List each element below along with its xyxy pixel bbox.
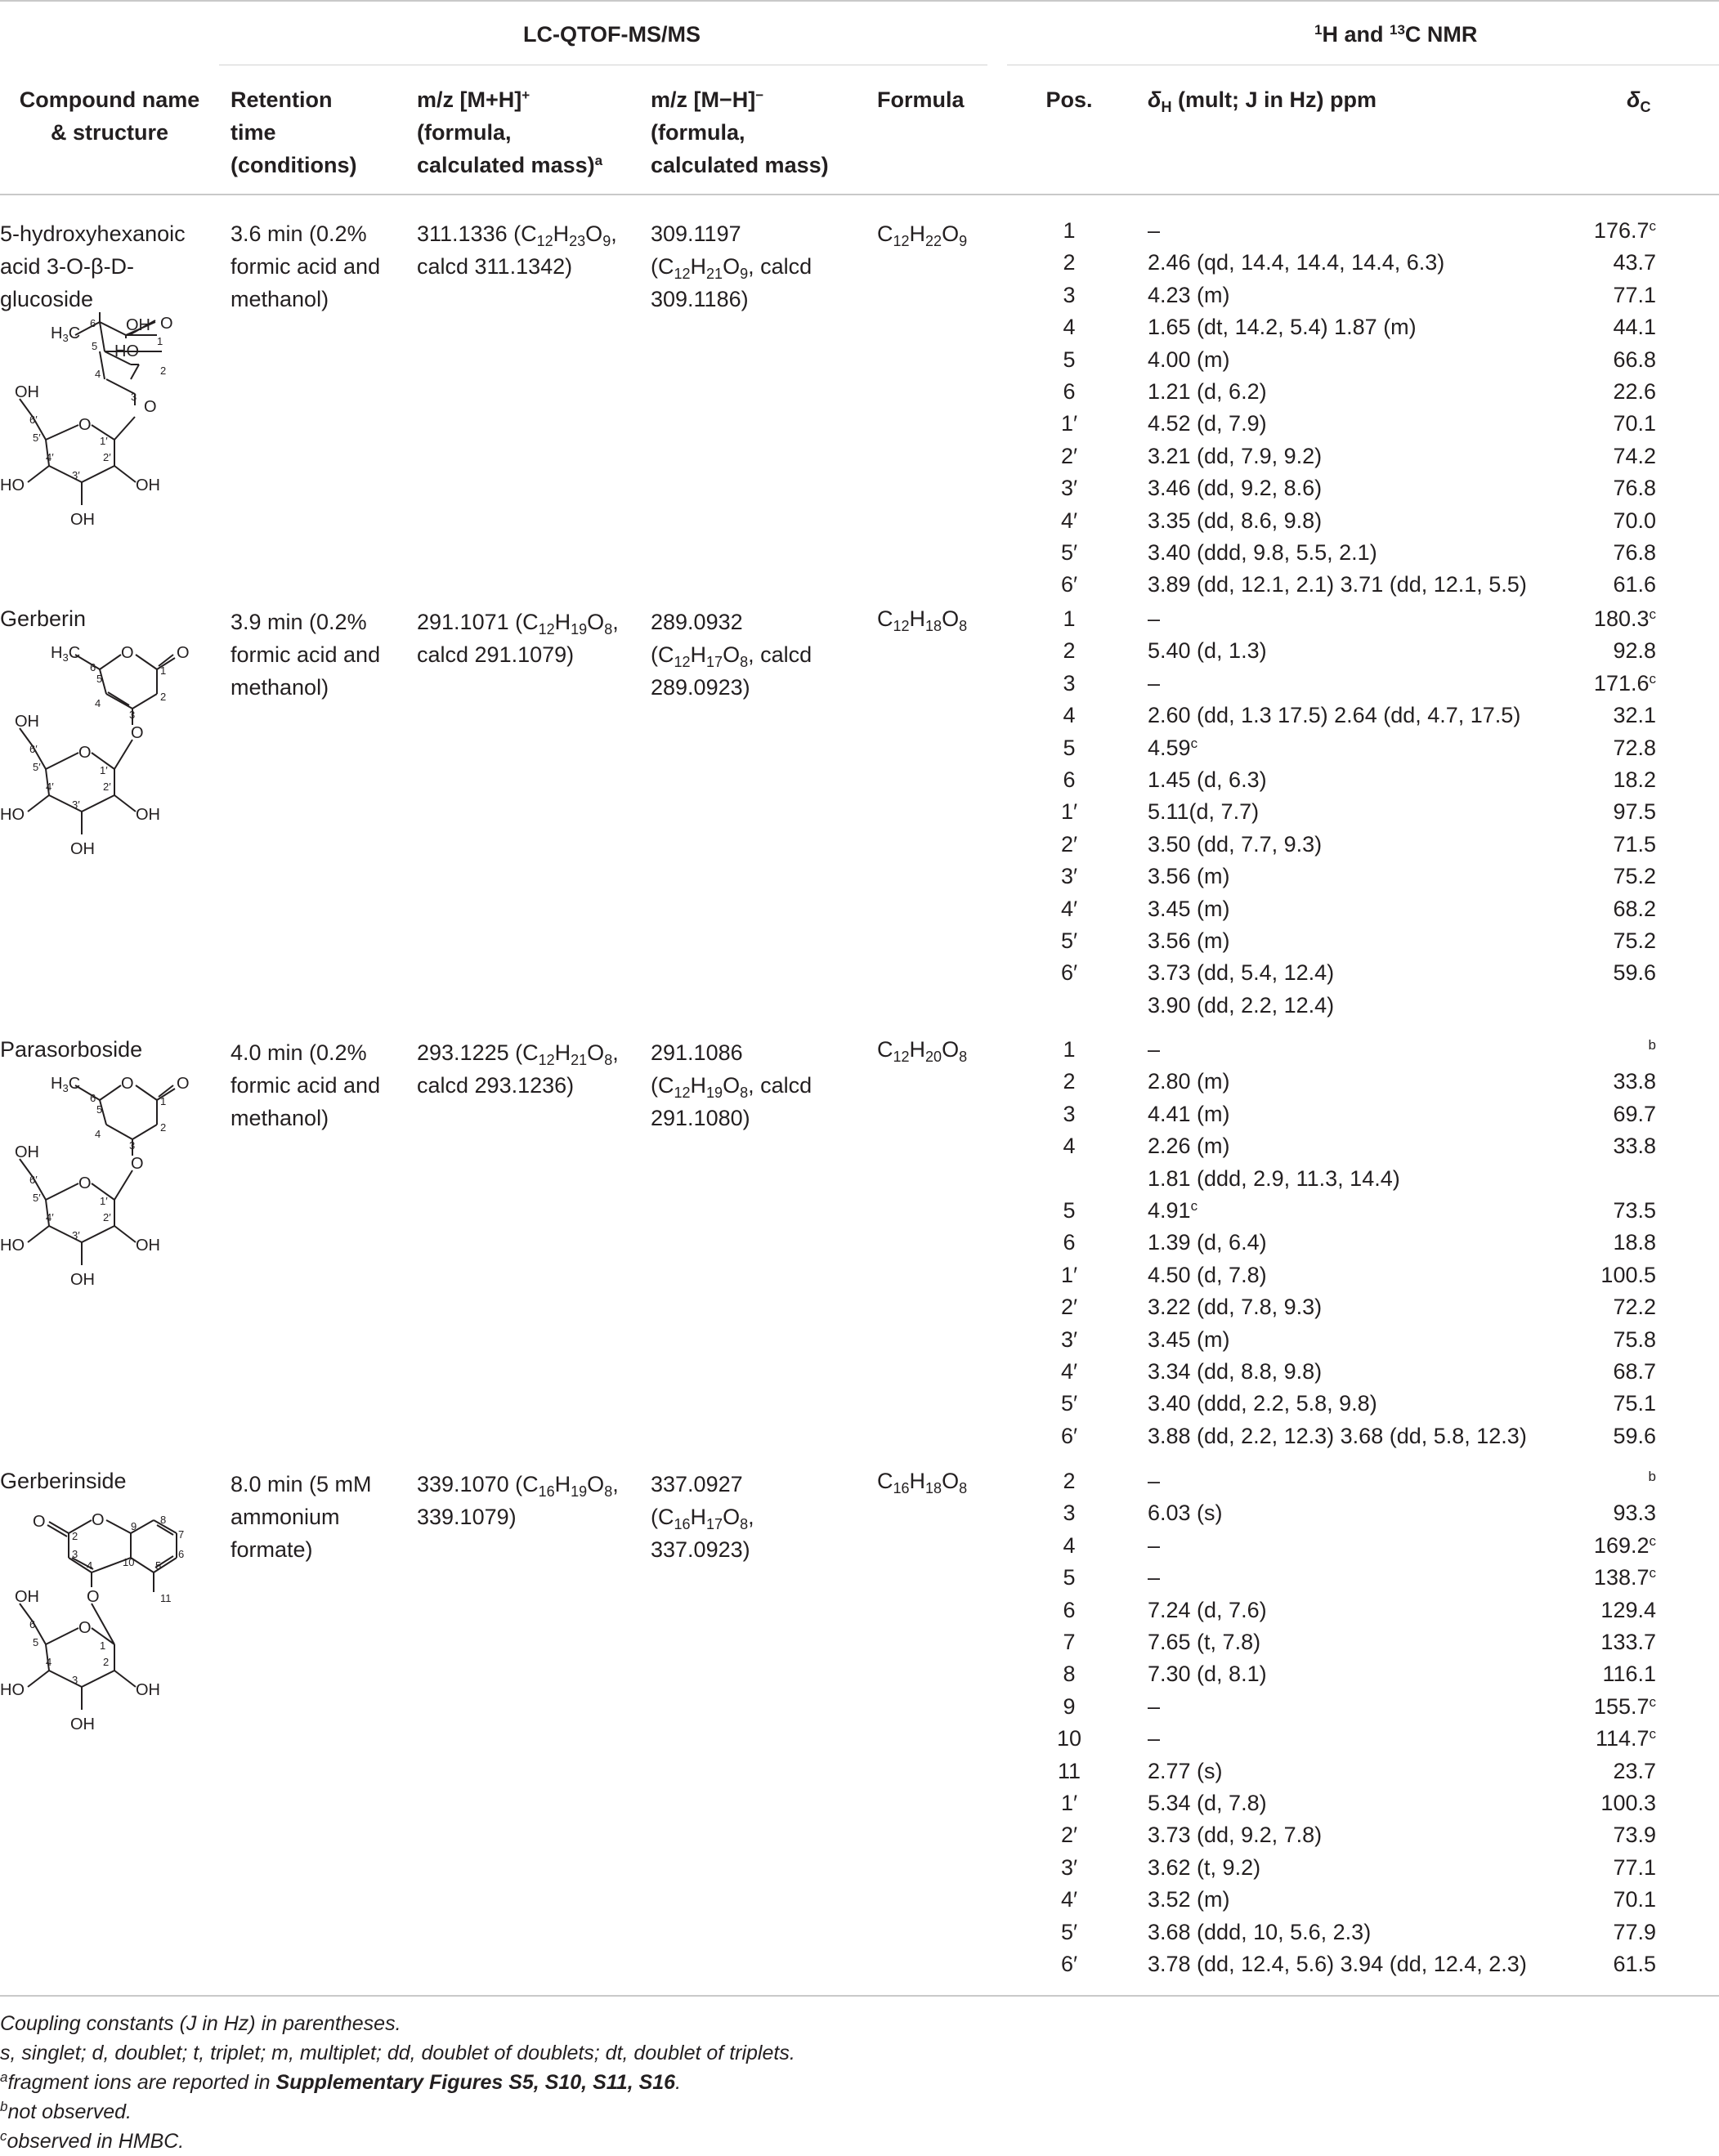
footnote-b: $^b$not observed. <box>0 2099 132 2123</box>
nmr-delta-c: 59.6 <box>1613 1424 1656 1448</box>
nmr-delta-c: 92.8 <box>1613 638 1656 663</box>
nmr-delta-c: 68.2 <box>1613 897 1656 921</box>
svg-text:HO: HO <box>0 476 25 494</box>
top-rule <box>0 0 1719 2</box>
nmr-delta-c: 100.3 <box>1600 1791 1656 1815</box>
nmr-position: 6′ <box>1060 1424 1078 1448</box>
nmr-delta-h: 3.34 (dd, 8.8, 9.8) <box>1148 1359 1323 1384</box>
col-header-mh: m/z [M+H]+ (formula, calculated mass)$^a$ <box>417 87 603 177</box>
col-header-delta-c: $\delta_C$ <box>1627 87 1651 115</box>
nmr-delta-c: 70.0 <box>1613 508 1656 533</box>
nmr-delta-c: 74.2 <box>1613 444 1656 468</box>
nmr-delta-h: – <box>1148 1533 1161 1558</box>
svg-text:8: 8 <box>160 1514 167 1526</box>
nmr-delta-c: 93.3 <box>1613 1501 1656 1525</box>
svg-text:O: O <box>144 398 157 416</box>
svg-text:OH: OH <box>70 511 95 529</box>
nmr-delta-c: 100.5 <box>1600 1263 1656 1287</box>
header-bottom-rule <box>0 194 1719 195</box>
nmr-delta-c: 76.8 <box>1613 476 1656 500</box>
nmr-delta-h: 4.41 (m) <box>1148 1102 1230 1126</box>
svg-text:O: O <box>121 1075 134 1093</box>
nmr-delta-h: – <box>1148 1694 1161 1719</box>
svg-text:1: 1 <box>160 1095 167 1107</box>
nmr-position: 6′ <box>1060 1952 1078 1976</box>
nmr-delta-c: 75.2 <box>1613 864 1656 888</box>
svg-text:5′: 5′ <box>33 1192 41 1204</box>
nmr-delta-h: 3.46 (dd, 9.2, 8.6) <box>1148 476 1323 500</box>
svg-text:6′: 6′ <box>29 743 38 755</box>
nmr-delta-c: 73.9 <box>1613 1823 1656 1847</box>
svg-text:2: 2 <box>160 691 167 703</box>
svg-text:O: O <box>160 315 173 333</box>
svg-text:1′: 1′ <box>100 1195 108 1207</box>
nmr-delta-h: 1.81 (ddd, 2.9, 11.3, 14.4) <box>1148 1166 1400 1191</box>
nmr-delta-c: 114.7$^c$ <box>1595 1726 1656 1751</box>
svg-text:HO: HO <box>114 342 139 360</box>
retention-time: 3.6 min (0.2% formic acid and methanol) <box>231 221 381 311</box>
svg-text:6: 6 <box>178 1548 185 1560</box>
svg-text:4: 4 <box>95 1128 101 1140</box>
mz-positive: 311.1336 ($C_{12}H_{23}O_9$, calcd 311.1342) <box>417 221 617 279</box>
nmr-position: 3 <box>1063 283 1076 307</box>
col-header-pos: Pos. <box>1045 87 1093 112</box>
nmr-delta-c: 171.6$^c$ <box>1593 671 1656 696</box>
nmr-delta-c: 77.1 <box>1613 283 1656 307</box>
svg-text:OH: OH <box>136 806 160 824</box>
col-header-formula: Formula <box>877 87 965 112</box>
mz-positive: 293.1225 ($C_{12}H_{21}O_8$, calcd 293.1236) <box>417 1040 619 1098</box>
svg-text:2′: 2′ <box>103 781 111 793</box>
svg-text:OH: OH <box>70 1271 95 1289</box>
nmr-delta-c: 155.7$^c$ <box>1593 1694 1656 1719</box>
svg-text:2: 2 <box>103 1656 110 1668</box>
nmr-delta-h: 5.34 (d, 7.8) <box>1148 1791 1267 1815</box>
nmr-delta-h: 2.77 (s) <box>1148 1759 1223 1783</box>
svg-text:OH: OH <box>126 316 150 334</box>
svg-text:O: O <box>78 416 92 434</box>
footnote-coupling: Coupling constants (J in Hz) in parentheses. <box>0 2012 401 2035</box>
nmr-delta-h: 3.78 (dd, 12.4, 5.6) 3.94 (dd, 12.4, 2.3) <box>1148 1952 1527 1976</box>
svg-text:5: 5 <box>92 340 98 352</box>
nmr-position: 4′ <box>1060 897 1078 921</box>
nmr-position: 6′ <box>1060 572 1078 597</box>
nmr-position: 2 <box>1063 1469 1076 1493</box>
svg-text:OH: OH <box>136 1681 160 1699</box>
nmr-delta-h: – <box>1148 218 1161 243</box>
nmr-position: 3′ <box>1060 864 1078 888</box>
mz-negative: 291.1086 ($C_{12}H_{19}O_8$, calcd 291.1080) <box>651 1040 812 1130</box>
svg-text:O: O <box>33 1513 46 1531</box>
nmr-delta-h: 2.80 (m) <box>1148 1069 1230 1094</box>
nmr-position: 5 <box>1063 1565 1076 1590</box>
nmr-position: 1 <box>1063 1037 1076 1062</box>
svg-text:HO: HO <box>0 806 25 824</box>
nmr-delta-h: – <box>1148 1037 1161 1062</box>
svg-text:OH: OH <box>15 383 39 401</box>
nmr-delta-h: 1.65 (dt, 14.2, 5.4) 1.87 (m) <box>1148 315 1417 339</box>
svg-text:3′: 3′ <box>72 469 80 481</box>
nmr-delta-c: 72.8 <box>1613 736 1656 760</box>
nmr-delta-c: 69.7 <box>1613 1102 1656 1126</box>
nmr-delta-h: 4.23 (m) <box>1148 283 1230 307</box>
nmr-delta-h: 4.50 (d, 7.8) <box>1148 1263 1267 1287</box>
nmr-position: 3 <box>1063 671 1076 696</box>
nmr-position: 1′ <box>1060 1791 1078 1815</box>
nmr-delta-h: 5.40 (d, 1.3) <box>1148 638 1267 663</box>
nmr-position: 6 <box>1063 379 1076 404</box>
nmr-delta-h: – <box>1148 671 1161 696</box>
col-header-mm: m/z [M−H]− (formula, calculated mass) <box>651 87 829 177</box>
svg-text:OH: OH <box>70 1715 95 1733</box>
nmr-delta-c: 72.2 <box>1613 1295 1656 1319</box>
svg-text:O: O <box>87 1588 100 1606</box>
mz-negative: 309.1197 ($C_{12}H_{21}O_9$, calcd 309.1186) <box>651 221 812 311</box>
nmr-delta-h: 1.39 (d, 6.4) <box>1148 1230 1267 1255</box>
nmr-delta-h: 4.59$^c$ <box>1148 736 1198 760</box>
nmr-delta-c: 75.2 <box>1613 928 1656 953</box>
svg-text:4: 4 <box>95 697 101 709</box>
svg-text:4′: 4′ <box>46 451 54 463</box>
nmr-position: 3′ <box>1060 1327 1078 1352</box>
svg-text:OH: OH <box>15 1588 39 1606</box>
svg-text:5: 5 <box>155 1559 162 1572</box>
nmr-delta-h: 3.88 (dd, 2.2, 12.3) 3.68 (dd, 5.8, 12.3) <box>1148 1424 1527 1448</box>
formula: $C_{12}H_{22}O_9$ <box>877 221 968 249</box>
svg-text:OH: OH <box>15 1143 39 1161</box>
nmr-delta-c: 180.3$^c$ <box>1593 606 1656 631</box>
table-bottom-rule <box>0 1995 1719 1997</box>
nmr-delta-h: 3.22 (dd, 7.8, 9.3) <box>1148 1295 1323 1319</box>
nmr-delta-h: 7.24 (d, 7.6) <box>1148 1598 1267 1622</box>
svg-text:4: 4 <box>46 1656 52 1668</box>
col-header-delta-h: $\delta_H$ (mult; J in Hz) ppm <box>1148 87 1377 115</box>
nmr-delta-h: 7.65 (t, 7.8) <box>1148 1630 1261 1654</box>
svg-text:H3C: $H_3C$ <box>51 644 81 664</box>
nmr-delta-c: 133.7 <box>1600 1630 1656 1654</box>
nmr-position: 6′ <box>1060 960 1078 985</box>
svg-text:O: O <box>78 1174 92 1192</box>
svg-text:1′: 1′ <box>100 435 108 447</box>
svg-text:6: 6 <box>90 1092 96 1104</box>
nmr-delta-h: – <box>1148 1469 1161 1493</box>
nmr-delta-c: 68.7 <box>1613 1359 1656 1384</box>
nmr-delta-h: 2.46 (qd, 14.4, 14.4, 14.4, 6.3) <box>1148 250 1445 275</box>
nmr-delta-c: 77.9 <box>1613 1920 1656 1944</box>
nmr-delta-h: 3.89 (dd, 12.1, 2.1) 3.71 (dd, 12.1, 5.5) <box>1148 572 1527 597</box>
nmr-delta-h: 3.35 (dd, 8.6, 9.8) <box>1148 508 1323 533</box>
nmr-position: 3 <box>1063 1501 1076 1525</box>
formula: $C_{12}H_{20}O_8$ <box>877 1037 968 1065</box>
nmr-delta-c: 33.8 <box>1613 1069 1656 1094</box>
svg-text:7: 7 <box>178 1528 185 1541</box>
svg-text:3′: 3′ <box>72 1229 80 1241</box>
formula: $C_{16}H_{18}O_8$ <box>877 1469 968 1496</box>
nmr-position: 4′ <box>1060 1887 1078 1912</box>
nmr-delta-h: 1.21 (d, 6.2) <box>1148 379 1267 404</box>
nmr-position: 9 <box>1063 1694 1076 1719</box>
nmr-delta-c: 23.7 <box>1613 1759 1656 1783</box>
svg-text:4: 4 <box>87 1559 93 1572</box>
compound-name: Gerberinside <box>0 1469 127 1493</box>
nmr-delta-c: 75.1 <box>1613 1391 1656 1416</box>
nmr-delta-c: 18.2 <box>1613 767 1656 792</box>
svg-text:6: 6 <box>90 661 96 673</box>
nmr-position: 4′ <box>1060 508 1078 533</box>
nmr-position: 3′ <box>1060 1855 1078 1880</box>
structure-gerberin <box>0 633 213 862</box>
svg-text:4′: 4′ <box>46 781 54 793</box>
nmr-position: 11 <box>1057 1759 1081 1783</box>
nmr-position: 10 <box>1056 1726 1082 1751</box>
nmr-position: 2 <box>1063 250 1076 275</box>
nmr-position: 2 <box>1063 638 1076 663</box>
svg-text:3: 3 <box>129 709 136 721</box>
retention-time: 3.9 min (0.2% formic acid and methanol) <box>231 610 381 700</box>
svg-text:1′: 1′ <box>100 764 108 776</box>
nmr-position: 6 <box>1063 1598 1076 1622</box>
nmr-position: 7 <box>1063 1630 1076 1654</box>
svg-text:1: 1 <box>100 1639 106 1652</box>
nmr-position: 4 <box>1063 315 1076 339</box>
svg-text:2: 2 <box>160 365 167 377</box>
nmr-delta-h: 6.03 (s) <box>1148 1501 1223 1525</box>
nmr-delta-c: 44.1 <box>1613 315 1656 339</box>
nmr-position: 5′ <box>1060 540 1078 565</box>
nmr-delta-c: 73.5 <box>1613 1198 1656 1223</box>
nmr-delta-h: 4.00 (m) <box>1148 347 1230 372</box>
nmr-delta-c: 66.8 <box>1613 347 1656 372</box>
retention-time: 8.0 min (5 mM ammonium formate) <box>231 1472 372 1562</box>
svg-text:4: 4 <box>95 368 101 380</box>
svg-text:6: 6 <box>29 1618 36 1630</box>
nmr-delta-c: 77.1 <box>1613 1855 1656 1880</box>
nmr-position: 2′ <box>1060 1823 1078 1847</box>
nmr-delta-h: 3.40 (ddd, 9.8, 5.5, 2.1) <box>1148 540 1377 565</box>
nmr-delta-h: 3.52 (m) <box>1148 1887 1230 1912</box>
svg-text:OH: OH <box>70 840 95 858</box>
structure-parasorboside <box>0 1064 213 1301</box>
nmr-delta-c: b <box>1648 1469 1656 1484</box>
nmr-delta-c: 70.1 <box>1613 411 1656 436</box>
nmr-position: 2′ <box>1060 444 1078 468</box>
nmr-position: 1′ <box>1060 411 1078 436</box>
nmr-delta-c: b <box>1648 1037 1656 1053</box>
svg-text:O: O <box>121 644 134 662</box>
nmr-position: 2′ <box>1060 832 1078 857</box>
nmr-delta-h: 5.11(d, 7.7) <box>1148 799 1260 824</box>
nmr-delta-c: 59.6 <box>1613 960 1656 985</box>
nmr-delta-c: 61.6 <box>1613 572 1656 597</box>
nmr-delta-h: 3.73 (dd, 5.4, 12.4) <box>1148 960 1335 985</box>
nmr-delta-c: 32.1 <box>1613 703 1656 727</box>
col-header-retention: Retention time (conditions) <box>231 87 357 177</box>
mz-positive: 339.1070 ($C_{16}H_{19}O_8$, 339.1079) <box>417 1472 619 1529</box>
svg-text:O: O <box>92 1511 105 1529</box>
nmr-delta-h: 4.52 (d, 7.9) <box>1148 411 1267 436</box>
svg-text:O: O <box>78 1619 92 1637</box>
nmr-delta-h: 3.68 (ddd, 10, 5.6, 2.3) <box>1148 1920 1372 1944</box>
svg-text:5′: 5′ <box>33 761 41 773</box>
svg-text:3: 3 <box>72 1674 78 1686</box>
nmr-delta-h: – <box>1148 1726 1161 1751</box>
nmr-position: 8 <box>1063 1662 1076 1686</box>
svg-text:5: 5 <box>96 1103 103 1116</box>
nmr-position: 5 <box>1063 347 1076 372</box>
nmr-position: 1′ <box>1060 1263 1078 1287</box>
nmr-position: 2 <box>1063 1069 1076 1094</box>
nmr-delta-c: 61.5 <box>1613 1952 1656 1976</box>
nmr-position: 1 <box>1063 218 1076 243</box>
svg-text:3: 3 <box>72 1548 78 1560</box>
svg-text:6′: 6′ <box>29 414 38 426</box>
mz-negative: 337.0927 ($C_{16}H_{17}O_8$, 337.0923) <box>651 1472 754 1562</box>
svg-text:5: 5 <box>33 1636 39 1648</box>
svg-text:2: 2 <box>160 1121 167 1134</box>
nmr-delta-c: 97.5 <box>1613 799 1656 824</box>
svg-text:O: O <box>177 644 190 662</box>
nmr-delta-c: 129.4 <box>1600 1598 1656 1622</box>
svg-text:OH: OH <box>15 713 39 731</box>
structure-5-hydroxyhexanoic-glucoside <box>0 311 213 548</box>
svg-text:5: 5 <box>96 673 103 685</box>
svg-text:O: O <box>131 1155 144 1173</box>
mz-negative: 289.0932 ($C_{12}H_{17}O_8$, calcd 289.0923) <box>651 610 812 700</box>
nmr-delta-c: 33.8 <box>1613 1134 1656 1158</box>
nmr-delta-c: 75.8 <box>1613 1327 1656 1352</box>
nmr-delta-h: 2.26 (m) <box>1148 1134 1230 1158</box>
nmr-delta-c: 116.1 <box>1602 1662 1656 1686</box>
svg-text:O: O <box>177 1075 190 1093</box>
col-header-compound: Compound name & structure <box>19 87 200 145</box>
nmr-delta-h: – <box>1148 1565 1161 1590</box>
svg-text:O: O <box>131 724 144 742</box>
nmr-position: 5 <box>1063 1198 1076 1223</box>
svg-text:3: 3 <box>129 1139 136 1152</box>
nmr-delta-h: 3.45 (m) <box>1148 897 1230 921</box>
nmr-position: 4 <box>1063 1134 1076 1158</box>
nmr-delta-h: – <box>1148 606 1161 631</box>
nmr-position: 4′ <box>1060 1359 1078 1384</box>
nmr-position: 6 <box>1063 767 1076 792</box>
compound-name: Gerberin <box>0 606 87 631</box>
footnote-c: $^c$observed in HMBC. <box>0 2128 185 2153</box>
group-header-ms: LC-QTOF-MS/MS <box>523 22 701 47</box>
nmr-delta-h: 7.30 (d, 8.1) <box>1148 1662 1267 1686</box>
nmr-position: 5′ <box>1060 1391 1078 1416</box>
nmr-delta-c: 176.7$^c$ <box>1593 218 1656 243</box>
svg-text:2′: 2′ <box>103 451 111 463</box>
nmr-delta-h: 1.45 (d, 6.3) <box>1148 767 1267 792</box>
svg-text:4′: 4′ <box>46 1211 54 1223</box>
nmr-delta-c: 138.7$^c$ <box>1593 1565 1656 1590</box>
structure-gerberinside <box>0 1501 221 1746</box>
nmr-delta-h: 3.21 (dd, 7.9, 9.2) <box>1148 444 1323 468</box>
svg-text:1: 1 <box>160 664 167 677</box>
svg-text:3: 3 <box>131 391 137 403</box>
nmr-delta-c: 70.1 <box>1613 1887 1656 1912</box>
svg-text:HO: HO <box>0 1681 25 1699</box>
svg-text:H3C: $H_3C$ <box>51 324 81 344</box>
nmr-delta-h: 3.73 (dd, 9.2, 7.8) <box>1148 1823 1323 1847</box>
nmr-position: 1′ <box>1060 799 1078 824</box>
nmr-position: 6 <box>1063 1230 1076 1255</box>
nmr-position: 5 <box>1063 736 1076 760</box>
nmr-position: 5′ <box>1060 928 1078 953</box>
nmr-position: 4 <box>1063 703 1076 727</box>
nmr-delta-h: 3.40 (ddd, 2.2, 5.8, 9.8) <box>1148 1391 1377 1416</box>
svg-text:HO: HO <box>0 1237 25 1255</box>
svg-text:H3C: $H_3C$ <box>51 1075 81 1094</box>
nmr-position: 4 <box>1063 1533 1076 1558</box>
svg-text:11: 11 <box>160 1592 172 1604</box>
svg-text:5′: 5′ <box>33 432 41 444</box>
nmr-delta-c: 76.8 <box>1613 540 1656 565</box>
nmr-delta-c: 43.7 <box>1613 250 1656 275</box>
nmr-delta-h: 3.45 (m) <box>1148 1327 1230 1352</box>
nmr-delta-h: 3.56 (m) <box>1148 864 1230 888</box>
footnote-abbreviations: s, singlet; d, doublet; t, triplet; m, multiplet; dd, doublet of doublets; dt, doublet of triplets. <box>0 2042 795 2064</box>
nmr-position: 1 <box>1063 606 1076 631</box>
svg-text:3′: 3′ <box>72 798 80 811</box>
nmr-delta-h: 4.91$^c$ <box>1148 1198 1198 1223</box>
nmr-delta-h: 3.62 (t, 9.2) <box>1148 1855 1261 1880</box>
nmr-delta-h: 2.60 (dd, 1.3 17.5) 2.64 (dd, 4.7, 17.5) <box>1148 703 1521 727</box>
retention-time: 4.0 min (0.2% formic acid and methanol) <box>231 1040 381 1130</box>
nmr-delta-h: 3.50 (dd, 7.7, 9.3) <box>1148 832 1323 857</box>
mz-positive: 291.1071 ($C_{12}H_{19}O_8$, calcd 291.1079) <box>417 610 619 667</box>
nmr-position: 3′ <box>1060 476 1078 500</box>
group-header-nmr: $^1$H and $^{13}$C NMR <box>1314 22 1478 47</box>
svg-text:O: O <box>78 744 92 762</box>
nmr-position: 3 <box>1063 1102 1076 1126</box>
nmr-delta-h: 3.56 (m) <box>1148 928 1230 953</box>
nmr-delta-c: 169.2$^c$ <box>1593 1533 1656 1558</box>
compound-name: 5-hydroxyhexanoic acid 3-O-β-D- glucoside <box>0 221 186 311</box>
svg-text:2: 2 <box>72 1530 78 1542</box>
footnote-a: $^a$fragment ions are reported in Supplementary Figures S5, S10, S11, S16. <box>0 2069 682 2094</box>
svg-text:9: 9 <box>131 1520 137 1532</box>
svg-text:6: 6 <box>90 317 96 329</box>
nmr-delta-c: 18.8 <box>1613 1230 1656 1255</box>
svg-text:10: 10 <box>123 1556 135 1568</box>
svg-text:6′: 6′ <box>29 1174 38 1186</box>
svg-text:2′: 2′ <box>103 1211 111 1223</box>
nmr-position: 5′ <box>1060 1920 1078 1944</box>
nmr-delta-c: 71.5 <box>1613 832 1656 857</box>
nmr-position: 2′ <box>1060 1295 1078 1319</box>
formula: $C_{12}H_{18}O_8$ <box>877 606 968 634</box>
svg-text:OH: OH <box>136 476 160 494</box>
nmr-delta-c: 22.6 <box>1613 379 1656 404</box>
svg-text:1: 1 <box>157 335 163 347</box>
nmr-delta-h: 3.90 (dd, 2.2, 12.4) <box>1148 993 1335 1018</box>
compound-name: Parasorboside <box>0 1037 143 1062</box>
svg-text:OH: OH <box>136 1237 160 1255</box>
